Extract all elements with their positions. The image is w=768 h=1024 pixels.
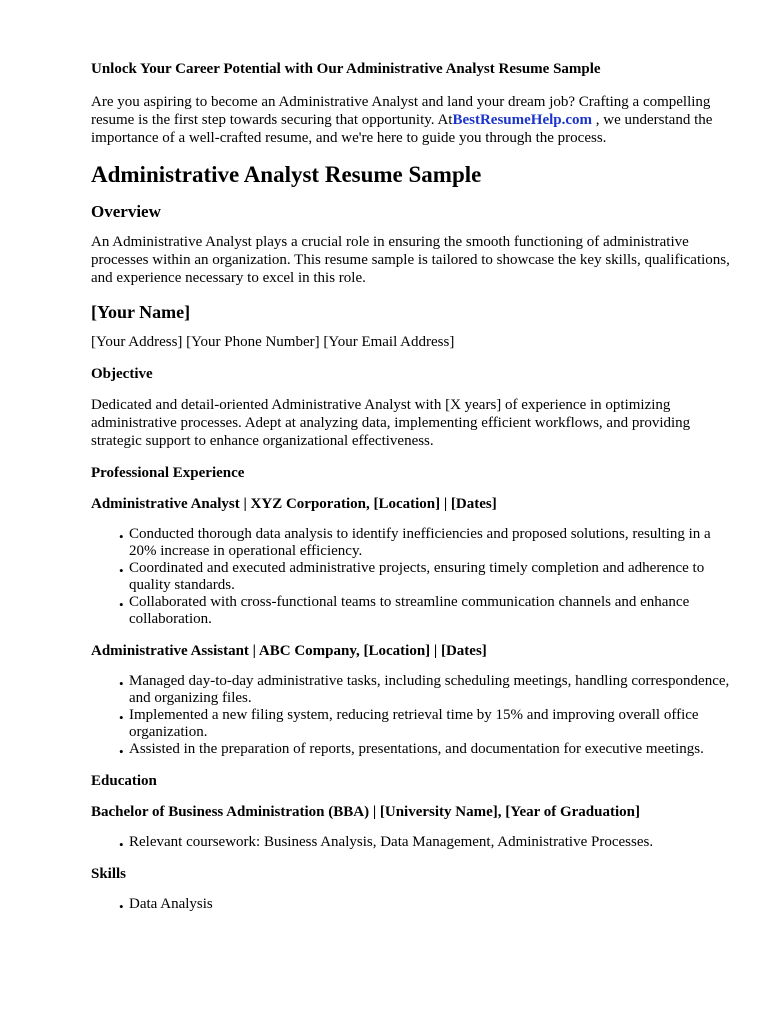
- resume-contact: [Your Address] [Your Phone Number] [Your Email Address]: [91, 334, 455, 350]
- objective-heading: Objective: [91, 366, 153, 382]
- job-title-1: Administrative Analyst | XYZ Corporation, [Location] | [Dates]: [91, 496, 497, 512]
- document-page: [91, 60, 731, 913]
- degree-title: Bachelor of Business Administration (BBA) | [University Name], [Year of Graduation]: [91, 804, 640, 820]
- list-item: • Collaborated with cross-functional teams to streamline communication channels and enhance collaboration.: [129, 594, 731, 628]
- job-1-bullets: [91, 526, 731, 628]
- education-bullets: [91, 834, 731, 851]
- resume-name: [Your Name]: [91, 302, 191, 322]
- list-item: • Conducted thorough data analysis to identify inefficiencies and proposed solutions, resulting in a 20% increase in operational efficiency.: [129, 526, 731, 560]
- list-item: • Coordinated and executed administrative projects, ensuring timely completion and adherence to quality standards.: [129, 560, 731, 594]
- intro-paragraph: [91, 93, 731, 147]
- overview-heading: Overview: [91, 202, 161, 221]
- intro-text-before-link: Are you aspiring to become an Administrative Analyst and land your dream job? Crafting a compelling resume is the first step towards securing that opportunity. At: [91, 94, 711, 128]
- page-title: Administrative Analyst Resume Sample: [91, 162, 482, 187]
- objective-text: Dedicated and detail-oriented Administrative Analyst with [X years] of experience in optimizing administrative processes. Adept at analyzing data, implementing efficient workflows, and providing strategic support to enhance organizational effectiveness.: [91, 397, 691, 449]
- job-2-bullets: [91, 673, 731, 758]
- list-item: • Implemented a new filing system, reducing retrieval time by 15% and improving overall office organization.: [129, 707, 731, 741]
- skills-bullets: [91, 896, 731, 913]
- skills-heading: Skills: [91, 866, 127, 882]
- intro-heading: Unlock Your Career Potential with Our Administrative Analyst Resume Sample: [91, 61, 601, 77]
- list-item: • Managed day-to-day administrative tasks, including scheduling meetings, handling correspondence, and organizing files.: [129, 673, 731, 707]
- overview-text: An Administrative Analyst plays a crucial role in ensuring the smooth functioning of administrative processes within an organization. This resume sample is tailored to showcase the key skills, qualifications, and experience necessary to excel in this role.: [91, 234, 730, 286]
- intro-text-after-link: , we understand the importance of a well-crafted resume, and we're here to guide you through the process.: [91, 112, 713, 146]
- job-title-2: Administrative Assistant | ABC Company, [Location] | [Dates]: [91, 643, 487, 659]
- education-heading: Education: [91, 773, 157, 789]
- best-resume-help-link[interactable]: BestResumeHelp.com: [452, 112, 593, 128]
- experience-heading: Professional Experience: [91, 465, 245, 481]
- list-item: • Relevant coursework: Business Analysis, Data Management, Administrative Processes.: [129, 834, 731, 851]
- list-item: • Data Analysis: [129, 896, 731, 913]
- list-item: • Assisted in the preparation of reports, presentations, and documentation for executive meetings.: [129, 741, 731, 758]
